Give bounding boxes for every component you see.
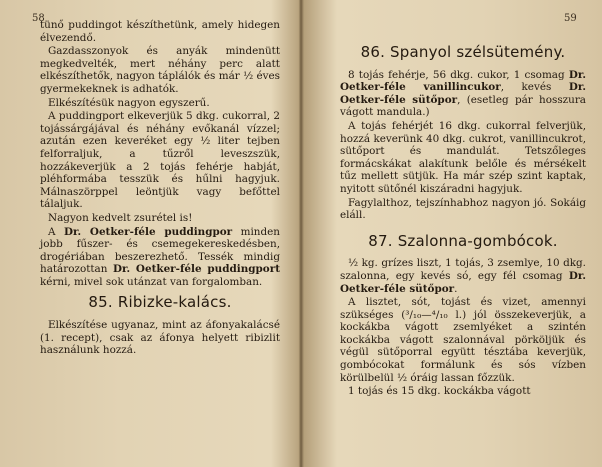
paragraph: Elkészítése ugyanaz, mint az áfonyakalácsé (1. recept), csak az áfonya helyett ribizlit használunk hozzá.	[40, 319, 280, 357]
left-page-body	[40, 19, 280, 358]
paragraph: A puddingport elkeverjük 5 dkg. cukorral, 2 tojássárgájával és néhány evőkanál vízzel; azután ezen keveréket egy ½ liter tejben felforraljuk, a tűzről leveszszük, hozzákeverjük a 2 tojás fehérje habját, pléhformába tesszük és hűlni hagyjuk. Málnaszörppel leöntjük vagy befőttel tálaljuk.	[40, 110, 280, 211]
paragraph: A lisztet, sót, tojást és vizet, amennyi szükséges (³/₁₀—⁴/₁₀ l.) jól összekeverjük, a kockákba vágott zsemlyéket a szintén kockákba vágott szalonnával pörköljük és végül sütőporral együtt tésztába keverjük, gombócokat formálunk és sós vízben körülbelül ½ óráig lassan főzzük.	[340, 296, 586, 384]
brand-name: Dr. Oetker-féle sütőpor	[340, 81, 586, 106]
recipe-title: 86. Spanyol szélsütemény.	[360, 43, 566, 61]
paragraph: Gazdasszonyok és anyák mindenütt megkedvelték, mert néhány perc alatt elkészíthetők, nagyon táplálók és már ½ éves gyermekeknek is adhatók.	[40, 45, 280, 95]
page-number: 59	[564, 13, 577, 24]
brand-name: Dr. Oetker-féle puddingpor	[63, 225, 233, 238]
brand-name: Dr. Oetker-féle sütőpor	[340, 269, 586, 295]
left-page	[0, 0, 298, 467]
right-page-body	[340, 43, 586, 399]
paragraph: ½ kg. grízes liszt, 1 tojás, 3 zsemlye, 10 dkg. szalonna, egy kevés só, egy fél csomag Dr. Oetker-féle sütőpor.	[340, 257, 586, 295]
recipe-title: 87. Szalonna-gombócok.	[368, 231, 558, 250]
paragraph: tünő puddingot készíthetünk, amely hidegen élvezendő.	[40, 19, 280, 44]
paragraph: 8 tojás fehérje, 56 dkg. cukor, 1 csomag Dr. Oetker-féle vanillincukor, kevés Dr. Oetker-féle sütőpor, (esetleg pár hosszura vágott mandula.)	[340, 68, 586, 119]
brand-name: Dr. Oetker-féle puddingport	[112, 263, 280, 276]
paragraph: A Dr. Oetker-féle puddingpor minden jobb fűszer- és csemegekereskedésben, drogériában beszerezhető. Tessék mindig határozottan Dr. Oetker-féle puddingport kérni, mivel sok utánzat van forgalomban.	[40, 225, 280, 288]
right-page	[305, 0, 602, 467]
paragraph: Nagyon kedvelt zsurétel is!	[48, 211, 193, 224]
recipe-title: 85. Ribizke-kalács.	[88, 293, 232, 312]
paragraph: Elkészítésük nagyon egyszerű.	[48, 96, 210, 109]
paragraph: 1 tojás és 15 dkg. kockákba vágott	[348, 385, 531, 398]
page-number: 58	[32, 13, 45, 24]
paragraph: A tojás fehérjét 16 dkg. cukorral felverjük, hozzá keverünk 40 dkg. cukrot, vanillincukrot, sütőport és mandulát. Tetszőleges formácskákat alakítunk belőle és mérsékelt tűz mellett sütjük. Ha már szép szint kaptak, nyitott sütőnél kiszáradni hagyjuk.	[340, 119, 586, 195]
brand-name: Dr. Oetker-féle vanillincukor	[340, 68, 586, 94]
paragraph: Fagylalthoz, tejszínhabhoz nagyon jó. Sokáig eláll.	[340, 196, 586, 222]
